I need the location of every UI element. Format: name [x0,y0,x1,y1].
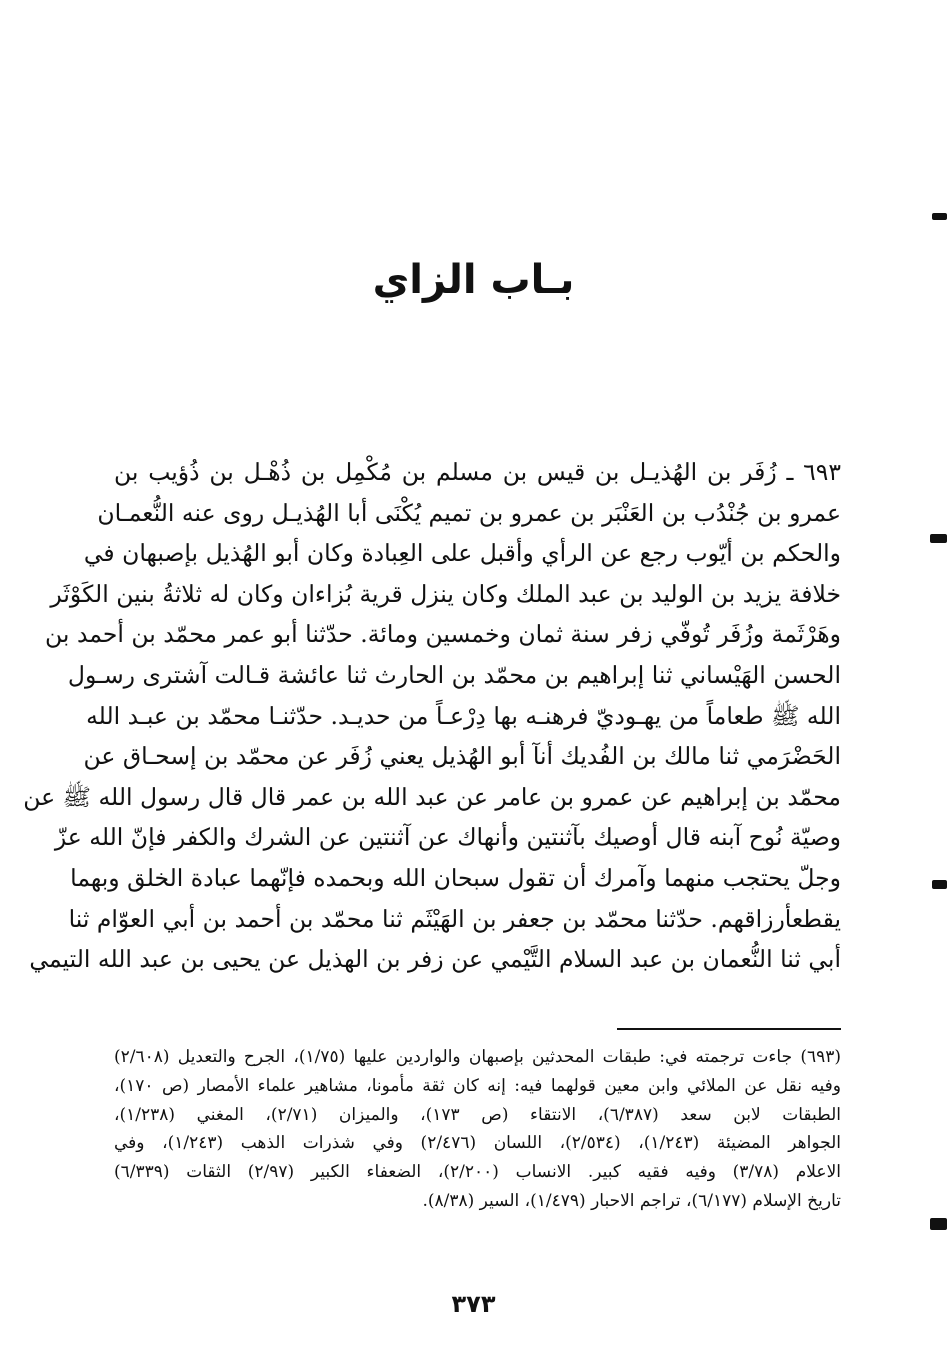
scan-mark-2 [930,534,947,543]
entry-line-7: الله ﷺ طعاماً من يهـوديّ فرهنـه بها دِرْعـاً من حديـد. حدّثنـا محمّد بن عبـد الله [86,701,841,730]
footnote-line-1: (٦٩٣) جاءت ترجمته في: طبقات المحدثين بإصبهان والواردين عليها (١/٧٥)، الجرح والتعديل (٢/٦٠٨) [114,1047,842,1067]
entry-line-1: ٦٩٣ ـ زُفَر بن الهُذيـل بن قيس بن مسلم بن مُكْمِل بن ذُهْـل بن ذُؤيب بن [114,458,841,486]
scan-mark-4 [930,1218,947,1230]
entry-line-12: يقطعأرزاقهم. حدّثنا محمّد بن جعفر بن الهَيْثَم ثنا محمّد بن أحمد بن أبي العوّام ثنا [68,904,841,933]
entry-line-5: وهَرْثَمة وزُفَر تُوفّي زفر سنة ثمان وخمسين ومائة. حدّثنا أبو عمر محمّد بن أحمد بن [45,620,841,649]
footnote-line-5: الاعلام (٣/٧٨) وفيه فقيه كبير. الانساب (٢/٢٠٠)، الضعفاء الكبير (٢/٩٧) الثقات (٦/٣٣٩) [114,1162,841,1183]
footnote-line-6: تاريخ الإسلام (٦/١٧٧)، تراجم الاحبار (١/٤٧٩)، السير (٨/٣٨). [422,1190,841,1211]
scan-mark-3 [932,880,947,889]
chapter-title: بـاب الزاي [372,257,575,303]
footnotes [114,1043,841,1216]
footnote-line-3: الطبقات لابن سعد (٦/٣٨٧)، الانتقاء (ص ١٧٣)، والميزان (٢/٧١)، المغني (١/٢٣٨)، [114,1104,841,1125]
entry-line-9: محمّد بن إبراهيم عن عمرو بن عامر عن عبد الله بن عمر قال قال رسول الله ﷺ عن [23,782,841,811]
biography-entry [23,452,841,980]
scan-mark-1 [932,213,947,220]
entry-line-8: الحَضْرَمي ثنا مالك بن الفُديك أنآ أبو الهُذيل يعني زُفَر عن محمّد بن إسحـاق عن [83,742,841,771]
page-number: ٣٧٣ [451,1290,496,1318]
entry-line-13: أبي ثنا النُّعمان بن عبد السلام التَّيْمي عن زفر بن الهذيل عن يحيى بن عبد الله التيمي [29,945,841,974]
entry-line-3: والحكم بن أيّوب رجع عن الرأي وأقبل على العِبادة وكان أبو الهُذيل بإصبهان في [83,539,841,568]
entry-line-11: وجلّ يحتجب منهما وآمرك أن تقول سبحان الله وبحمده فإنّهما عبادة الخلق وبهما [70,863,841,892]
footnote-line-4: الجواهر المضيئة (١/٢٤٣)، (٢/٥٣٤)، اللسان (٢/٤٧٦) وفي شذرات الذهب (١/٢٤٣)، وفي [114,1133,842,1154]
entry-line-4: خلافة يزيد بن الوليد بن عبد الملك وكان ينزل قرية بُزاءان وكان له ثلاثةُ بنين الكَوْثَر [50,579,841,608]
entry-line-10: وصيّة نُوح آبنه قال أوصيك بآثنتين وأنهاك عن آثنتين عن الشرك والكفر فإنّ الله عزّ [54,823,841,852]
footnote-line-2: وفيه نقل عن الملائي وابن معين قولهما فيه: إنه كان ثقة مأمونا، مشاهير علماء الأمصار (ص ١٧٠)، [114,1075,841,1096]
footnote-divider [617,1028,841,1030]
entry-line-2: عمرو بن جُنْدُب بن العَنْبَر بن عمرو بن تميم يُكْنَى أبا الهُذيـل روى عنه النُّعمـان [97,498,841,527]
entry-line-6: الحسن الهَيْساني ثنا إبراهيم بن محمّد بن الحارث ثنا عائشة قـالت آشترى رسـول [67,660,841,689]
